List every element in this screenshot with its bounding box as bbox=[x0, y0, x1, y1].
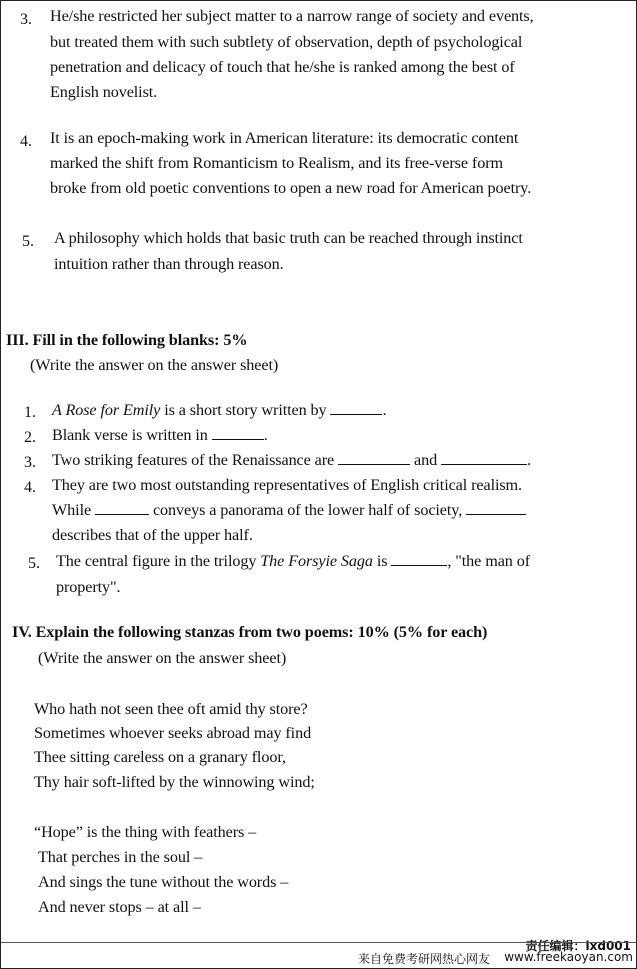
item-number: 5. bbox=[28, 555, 40, 572]
item-end: . bbox=[527, 451, 532, 469]
item-number: 4. bbox=[24, 479, 36, 496]
poem-line: Thee sitting careless on a granary floor, bbox=[34, 748, 286, 766]
item-number: 1. bbox=[24, 404, 36, 421]
item-line bbox=[52, 450, 531, 470]
item-text: conveys a panorama of the lower half of society, bbox=[149, 501, 467, 519]
poem-line: Sometimes whoever seeks abroad may find bbox=[34, 724, 312, 742]
item-line: but treated them with such subtlety of observation, depth of psychological bbox=[50, 33, 523, 51]
poem-line: And never stops – at all – bbox=[38, 898, 201, 916]
item-line: penetration and delicacy of touch that he/she is ranked among the best of bbox=[50, 58, 515, 76]
poem-line: That perches in the soul – bbox=[38, 848, 203, 866]
item-line: They are two most outstanding representatives of English critical realism. bbox=[52, 476, 522, 494]
section3-heading: III. Fill in the following blanks: 5% bbox=[6, 331, 248, 349]
item-line: It is an epoch-making work in American literature: its democratic content bbox=[50, 129, 519, 147]
item-number: 3. bbox=[20, 11, 32, 28]
answer-blank bbox=[391, 551, 447, 566]
footer-divider bbox=[1, 942, 636, 943]
item-line: A philosophy which holds that basic truth can be reached through instinct bbox=[54, 229, 523, 247]
answer-blank bbox=[338, 450, 410, 465]
item-text: The central figure in the trilogy bbox=[56, 552, 261, 570]
section3-instruction: (Write the answer on the answer sheet) bbox=[30, 356, 279, 374]
item-number: 2. bbox=[24, 429, 36, 446]
answer-blank bbox=[466, 500, 526, 515]
item-line bbox=[52, 400, 386, 420]
item-line: intuition rather than through reason. bbox=[54, 255, 284, 273]
item-end: . bbox=[382, 401, 387, 419]
item-text: While bbox=[52, 501, 95, 519]
answer-blank bbox=[95, 500, 149, 515]
item-line bbox=[52, 500, 526, 520]
item-line: describes that of the upper half. bbox=[52, 526, 253, 544]
item-number: 5. bbox=[22, 233, 34, 250]
footer-source: 来自免费考研网热心网友 bbox=[358, 952, 491, 966]
item-line: He/she restricted her subject matter to a narrow range of society and events, bbox=[50, 7, 534, 25]
item-line: property". bbox=[56, 578, 121, 596]
item-line: marked the shift from Romanticism to Realism, and its free-verse form bbox=[50, 154, 503, 172]
footer-site: www.freekaoyan.com bbox=[504, 950, 633, 964]
section4-instruction: (Write the answer on the answer sheet) bbox=[38, 649, 287, 667]
item-text: Two striking features of the Renaissance are bbox=[52, 451, 339, 469]
item-end: , "the man of bbox=[447, 552, 531, 570]
poem-line: “Hope” is the thing with feathers – bbox=[34, 823, 257, 841]
item-line bbox=[52, 425, 268, 445]
work-title: The Forsyie Saga bbox=[260, 552, 373, 570]
poem-line: And sings the tune without the words – bbox=[38, 873, 289, 891]
item-text: Blank verse is written in bbox=[52, 426, 212, 444]
answer-blank bbox=[441, 450, 527, 465]
editor-credit: 责任编辑：lxd001 bbox=[525, 939, 631, 953]
answer-blank bbox=[212, 425, 264, 440]
item-line: English novelist. bbox=[50, 83, 158, 101]
item-number: 3. bbox=[24, 454, 36, 471]
poem-line: Thy hair soft-lifted by the winnowing wind; bbox=[34, 773, 315, 791]
item-mid: and bbox=[410, 451, 442, 469]
poem-line: Who hath not seen thee oft amid thy store? bbox=[34, 700, 308, 718]
work-title: A Rose for Emily bbox=[52, 401, 161, 419]
item-text: is a short story written by bbox=[160, 401, 331, 419]
item-line bbox=[56, 551, 530, 571]
item-text: is bbox=[372, 552, 392, 570]
item-number: 4. bbox=[20, 133, 32, 150]
section4-heading: IV. Explain the following stanzas from two poems: 10% (5% for each) bbox=[12, 623, 488, 641]
item-line: broke from old poetic conventions to open a new road for American poetry. bbox=[50, 179, 532, 197]
item-end: . bbox=[263, 426, 268, 444]
answer-blank bbox=[330, 400, 382, 415]
